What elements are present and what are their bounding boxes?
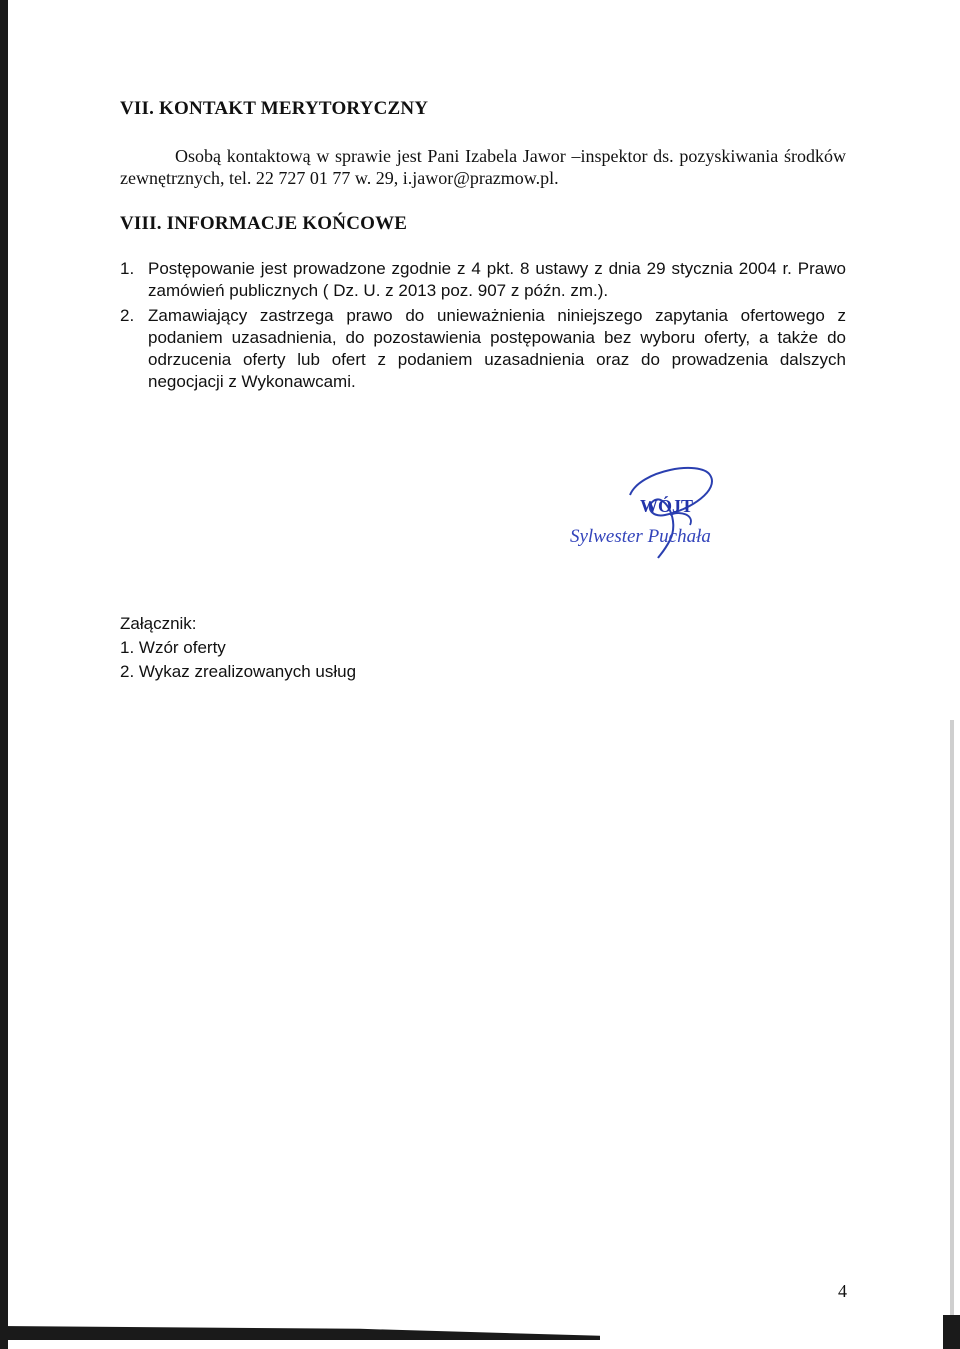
- item-number: 2.: [120, 306, 135, 325]
- item-text: Zamawiający zastrzega prawo do unieważnienia niniejszego zapytania ofertowego z podaniem uzasadnienia, do pozostawienia postępowania bez wyboru oferty, a także do odrzucenia oferty lub ofert z podaniem uzasadnienia oraz do prowadzenia dalszych negocjacji z Wykonawcami.: [148, 306, 846, 391]
- section-8-heading: VIII. INFORMACJE KOŃCOWE: [120, 213, 408, 234]
- stamp-title: WÓJT: [640, 496, 694, 516]
- signature-stamp: [570, 460, 760, 560]
- scan-border-corner: [943, 1315, 960, 1349]
- item-number: 1.: [120, 259, 135, 278]
- attachment-item: 1. Wzór oferty: [120, 638, 226, 657]
- scan-border-left: [0, 0, 8, 1349]
- scan-border-right: [950, 720, 954, 1349]
- item-text: Postępowanie jest prowadzone zgodnie z 4 pkt. 8 ustawy z dnia 29 stycznia 2004 r. Prawo zamówień publicznych ( Dz. U. z 2013 poz. 907 z późn. zm.).: [148, 259, 846, 300]
- stamp-name: Sylwester Puchała: [570, 526, 711, 547]
- attachments-title: Załącznik:: [120, 614, 197, 633]
- page-number: 4: [838, 1281, 847, 1301]
- section-7-text: Osobą kontaktową w sprawie jest Pani Izabela Jawor –inspektor ds. pozyskiwania środków zewnętrznych, tel. 22 727 01 77 w. 29, i.jawor@prazmow.pl.: [120, 146, 846, 188]
- scan-border-bottom: [0, 1326, 600, 1340]
- attachment-item: 2. Wykaz zrealizowanych usług: [120, 662, 357, 681]
- section-7-heading: VII. KONTAKT MERYTORYCZNY: [120, 98, 429, 119]
